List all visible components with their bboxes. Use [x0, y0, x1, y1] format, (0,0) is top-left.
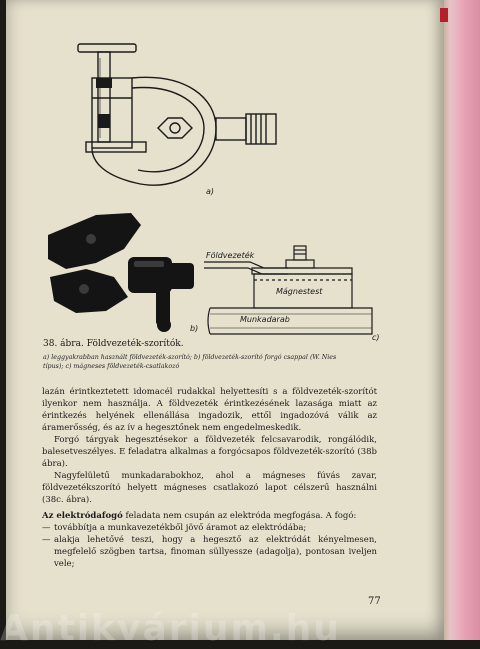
label-ground-wire: Földvezeték	[206, 251, 255, 260]
figure-c-magnetic-connector	[202, 234, 387, 344]
paragraph-3-text: Nagyfelületű munkadarabokhoz, ahol a mágneses fúvás zavar, földvezetékszorító helyett mágneses csatlakozó lapot célszerű használni (38c. ábra).	[42, 471, 377, 505]
figure-b-label: b)	[190, 324, 199, 333]
paragraph-3	[42, 470, 377, 506]
figure-b-clamp-photo	[36, 205, 206, 335]
figure-a-label: a)	[206, 187, 215, 196]
list-item-2-text: alakja lehetővé teszi, hogy a hegesztő az elektródát kényelmesen, megfelelő szögben tartsa, finoman süllyessze (adagolja), pontosan iveljen vele;	[54, 535, 377, 569]
label-workpiece: Munkadarab	[240, 315, 290, 324]
term-electrode-holder: Az elektródafogó	[42, 511, 123, 521]
paragraph-4	[42, 510, 377, 570]
watermark-text: Antikvárium.hu	[0, 608, 341, 649]
paragraph-2-text: Forgó tárgyak hegesztésekor a földvezeték felcsavarodik, rongálódik, balesetveszélyes. E feladatra alkalmas a forgócsapos földvezeték-szorító (38b ábra).	[42, 435, 377, 469]
paragraph-2	[42, 434, 377, 470]
list-item: — továbbítja a munkavezetékből jövő áramot az elektródába;	[42, 523, 307, 533]
figure-caption-title: 38. ábra. Földvezeték-szorítók.	[43, 339, 184, 349]
paragraph-4-text: feladata nem csupán az elektróda megfogása. A fogó:	[122, 511, 357, 521]
page-number: 77	[368, 596, 381, 607]
figure-caption-line-1: a) leggyakrabban használt földvezeték-szorító; b) földvezeték-szorító forgó csappal (W. Nies	[43, 354, 337, 361]
figure-c-label: c)	[372, 333, 380, 342]
label-magnet-body: Mágnestest	[276, 287, 323, 296]
figure-a-clamp-drawing	[66, 18, 286, 203]
list-item-1-text: továbbítja a munkavezetékből jövő áramot az elektródába;	[54, 523, 307, 533]
figure-caption-line-2: típus); c) mágneses földvezeték-csatlakozó	[43, 363, 180, 370]
list-item: — alakja lehetővé teszi, hogy a hegesztő az elektródát kényelmesen, megfelelő szögben tartsa, finoman süllyessze (adagolja), pontosan iveljen vele;	[42, 535, 377, 569]
paragraph-1-text: lazán érintkeztetett idomacél rudakkal helyettesíti s a földvezeték-szorítót ilyenkor nem használja. A földvezeték érintkezésének lazasága miatt az érintkezés helyének ellenállása ingadozik, ettől ingadozóvá válik az áramerősség, és az ív a hegesztőnek nem engedelmeskedik.	[42, 387, 377, 433]
red-tab-marker	[440, 8, 448, 22]
pink-book-edge	[444, 0, 480, 640]
paragraph-1	[42, 386, 377, 434]
book-page	[6, 0, 444, 640]
